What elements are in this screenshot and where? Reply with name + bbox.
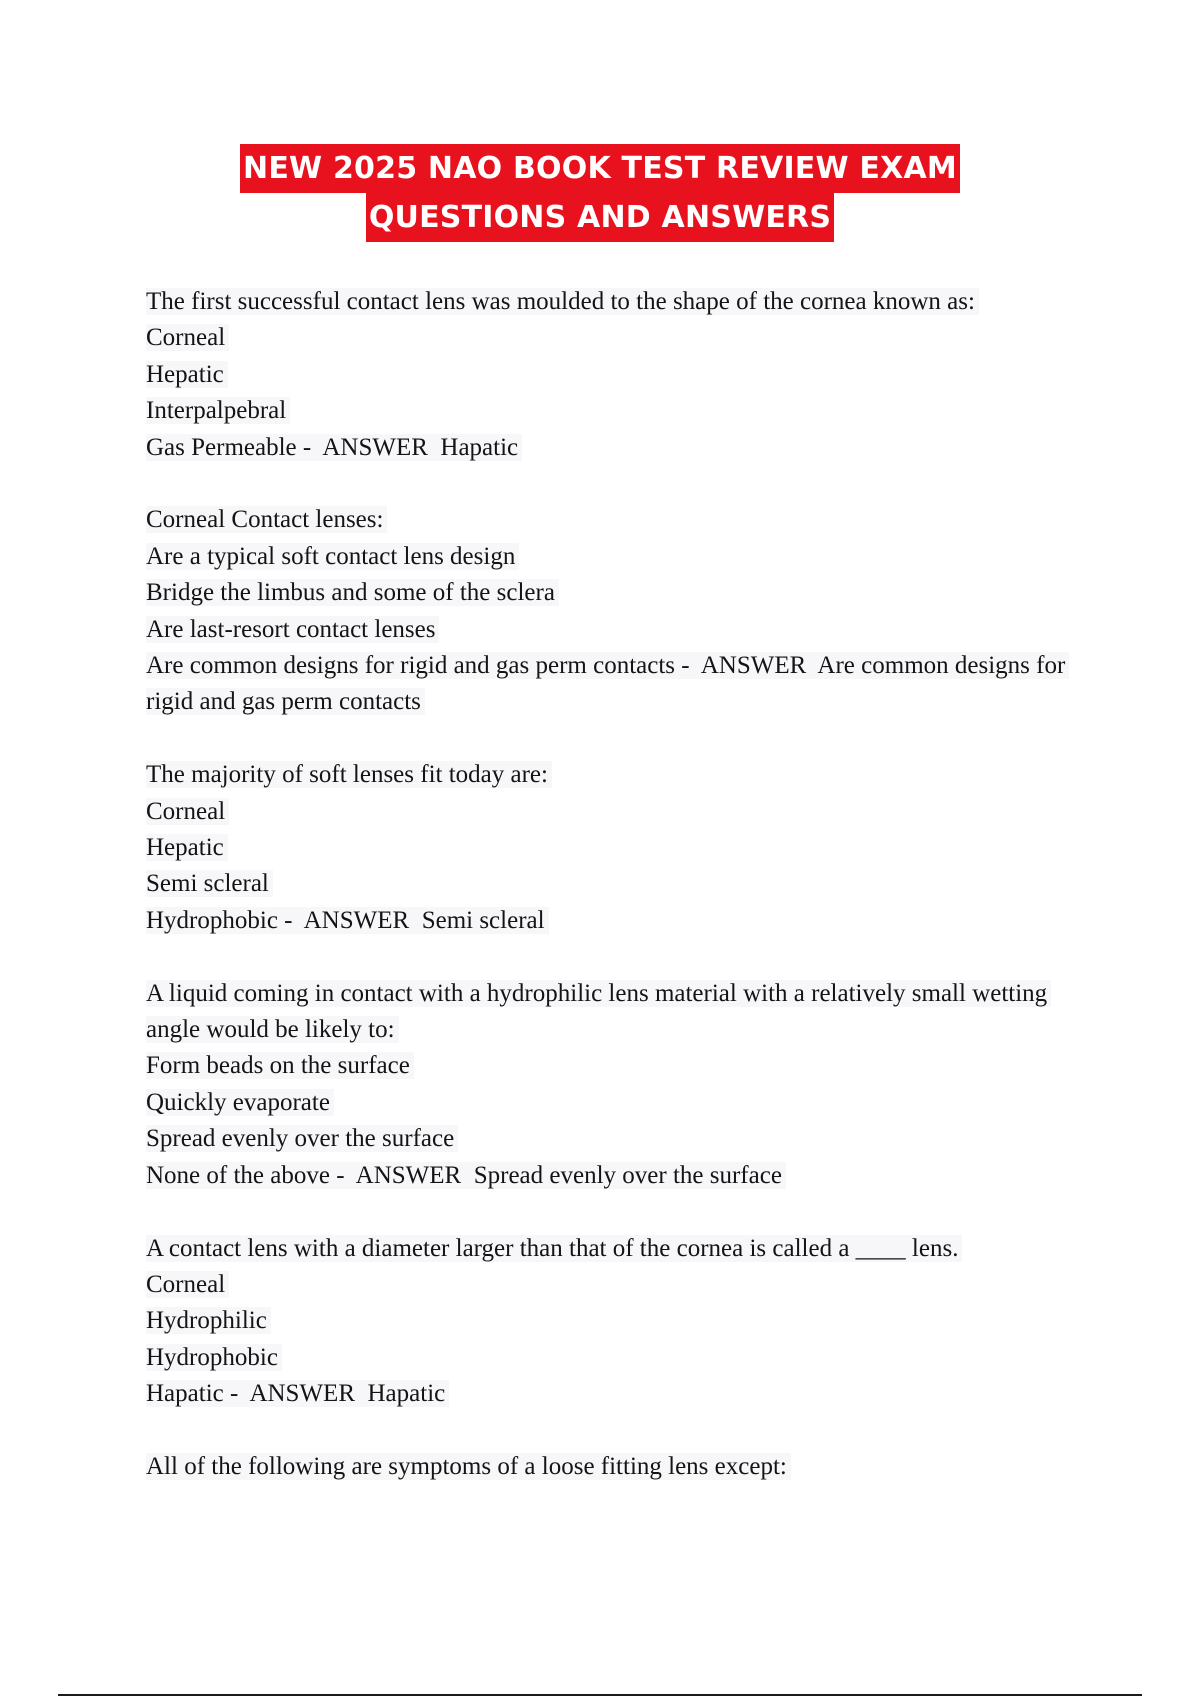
answer-option-text: Are common designs for rigid and gas perm contacts (146, 652, 676, 680)
answer-label: ANSWER (355, 1161, 462, 1189)
answer-value: Hapatic (367, 1380, 446, 1408)
answer-option (146, 1121, 1066, 1157)
answer-option (146, 357, 1066, 393)
question-list (146, 284, 1066, 1485)
question-block (146, 1449, 1066, 1485)
answer-option-text: Hepatic (146, 834, 228, 861)
question-text (146, 284, 1066, 320)
answer-value: Hapatic (440, 433, 519, 461)
question-text-content: The majority of soft lenses fit today are: (146, 761, 552, 788)
answer-option (146, 320, 1066, 356)
answer-line (146, 1162, 786, 1189)
answer-option-with-answer (146, 1376, 1066, 1412)
answer-label: ANSWER (700, 652, 807, 680)
answer-option (146, 1267, 1066, 1303)
answer-label: ANSWER (249, 1380, 355, 1408)
document-title (0, 144, 1200, 242)
answer-line (146, 434, 522, 461)
title-line-2: QUESTIONS AND ANSWERS (366, 193, 834, 242)
answer-value: Spread evenly over the surface (473, 1161, 782, 1189)
answer-option (146, 830, 1066, 866)
answer-option (146, 539, 1066, 575)
question-text-content: A contact lens with a diameter larger than that of the cornea is called a ____ lens. (146, 1235, 962, 1262)
answer-option-text: Bridge the limbus and some of the sclera (146, 579, 559, 606)
answer-separator: - (277, 906, 304, 934)
question-block (146, 1231, 1066, 1413)
answer-line (146, 907, 549, 934)
answer-label: ANSWER (322, 433, 428, 461)
answer-separator: - (223, 1380, 250, 1408)
answer-separator: - (675, 652, 701, 680)
question-text-content: Corneal Contact lenses: (146, 506, 387, 533)
answer-option-text: Hapatic (146, 1380, 224, 1408)
answer-option-text: Hydrophilic (146, 1307, 271, 1334)
question-text-content: All of the following are symptoms of a loose fitting lens except: (146, 1453, 791, 1480)
title-line-1: NEW 2025 NAO BOOK TEST REVIEW EXAM (240, 144, 960, 193)
answer-option-text: Semi scleral (146, 870, 273, 897)
answer-option-text: Corneal (146, 324, 229, 351)
footer-divider (58, 1694, 1142, 1696)
answer-option-text: Are a typical soft contact lens design (146, 543, 519, 570)
question-text (146, 1449, 1066, 1485)
answer-option (146, 794, 1066, 830)
question-text (146, 757, 1066, 793)
answer-line (146, 1380, 449, 1407)
answer-option (146, 1340, 1066, 1376)
answer-separator: - (329, 1161, 356, 1189)
answer-option-text: Hepatic (146, 361, 228, 388)
answer-option-with-answer (146, 1158, 1066, 1194)
answer-line (146, 652, 1069, 715)
answer-option-with-answer (146, 648, 1066, 721)
answer-separator: - (296, 433, 323, 461)
answer-option-with-answer (146, 903, 1066, 939)
question-text-content: The first successful contact lens was moulded to the shape of the cornea known as: (146, 288, 979, 315)
answer-option-text: Gas Permeable (146, 433, 297, 461)
answer-option-with-answer (146, 430, 1066, 466)
answer-option-text: Corneal (146, 1271, 229, 1298)
answer-value: Are common designs for rigid and gas perm contacts (146, 652, 1066, 716)
answer-option-text: None of the above (146, 1161, 330, 1189)
answer-option (146, 866, 1066, 902)
answer-option (146, 1085, 1066, 1121)
question-text (146, 976, 1066, 1049)
question-text (146, 502, 1066, 538)
question-block (146, 976, 1066, 1194)
answer-option (146, 1303, 1066, 1339)
answer-option (146, 575, 1066, 611)
answer-option (146, 393, 1066, 429)
answer-option-text: Interpalpebral (146, 397, 290, 424)
question-block (146, 284, 1066, 466)
answer-option (146, 612, 1066, 648)
answer-option-text: Hydrophobic (146, 1344, 282, 1371)
answer-option (146, 1048, 1066, 1084)
answer-option-text: Form beads on the surface (146, 1052, 414, 1079)
question-block (146, 502, 1066, 720)
answer-option-text: Are last-resort contact lenses (146, 616, 439, 643)
answer-label: ANSWER (303, 906, 410, 934)
question-text (146, 1231, 1066, 1267)
answer-option-text: Quickly evaporate (146, 1089, 334, 1116)
answer-option-text: Hydrophobic (146, 906, 278, 934)
answer-value: Semi scleral (421, 906, 545, 934)
answer-option-text: Corneal (146, 798, 229, 825)
answer-option-text: Spread evenly over the surface (146, 1125, 458, 1152)
question-block (146, 757, 1066, 939)
question-text-content: A liquid coming in contact with a hydrophilic lens material with a relatively small wetting angle would be likely to: (146, 980, 1051, 1043)
